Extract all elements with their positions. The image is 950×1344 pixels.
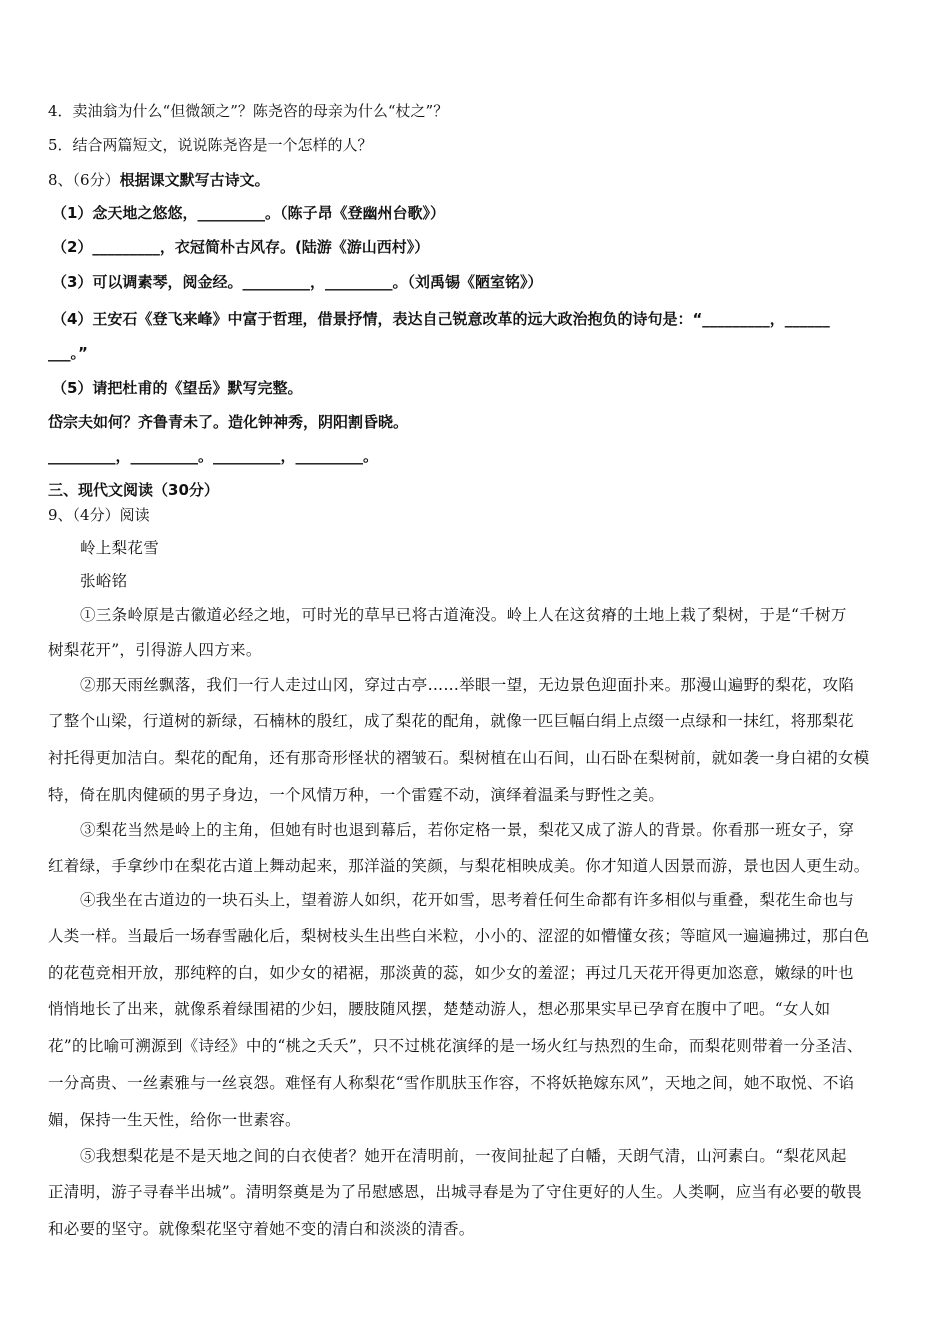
article-line: 特，倚在肌肉健硕的男子身边，一个风情万种，一个雷霆不动，演绎着温柔与野性之美。 (48, 786, 665, 804)
article-line: ②那天雨丝飘落，我们一行人走过山冈，穿过古亭……举眼一望，无边景色迎面扑来。那漫山遍野的梨花，攻陷 (80, 676, 855, 694)
article-title: 岭上梨花雪 (80, 539, 160, 557)
question-8-heading (48, 170, 270, 190)
question-5: 5．结合两篇短文，说说陈尧咨是一个怎样的人？ (48, 136, 373, 154)
q8-item-3: （3）可以调素琴，阅金经。_________，_________。（刘禹锡《陋室铭》） (52, 273, 543, 291)
article-line: ④我坐在古道边的一块石头上，望着游人如织，花开如雪，思考着任何生命都有许多相似与重叠，梨花生命也与 (80, 891, 855, 909)
question-9-heading: 9、（4分）阅读 (48, 506, 150, 524)
article-line: 人类一样。当最后一场春雪融化后，梨树枝头生出些白米粒，小小的、涩涩的如懵懂女孩；等暄风一遍遍拂过，那白色 (48, 927, 870, 945)
q8-poem-blanks: _________，_________。_________，_________。 (48, 447, 379, 465)
question-8-title: 根据课文默写古诗文。 (119, 171, 270, 189)
article-line: 树梨花开”，引得游人四方来。 (48, 641, 262, 659)
article-line: 衬托得更加洁白。梨花的配角，还有那奇形怪状的褶皱石。梨树植在山石间，山石卧在梨树前，就如袭一身白裙的女模 (48, 749, 870, 767)
q8-poem-given: 岱宗夫如何？齐鲁青未了。造化钟神秀，阴阳割昏晓。 (48, 413, 409, 431)
q8-item-5: （5）请把杜甫的《望岳》默写完整。 (52, 379, 303, 397)
article-line: 一分高贵、一丝素雅与一丝哀怨。难怪有人称梨花“雪作肌肤玉作容，不将妖艳嫁东风”，天地之间，她不取悦、不谄 (48, 1074, 855, 1092)
article-line: 正清明，游子寻春半出城”。清明祭奠是为了吊慰感恩，出城寻春是为了守住更好的人生。人类啊，应当有必要的敬畏 (48, 1183, 863, 1201)
article-line: 的花苞竞相开放，那纯粹的白，如少女的裙裾，那淡黄的蕊，如少女的羞涩；再过几天花开得更加恣意，嫩绿的叶也 (48, 964, 854, 982)
article-line: 和必要的坚守。就像梨花坚守着她不变的清白和淡淡的清香。 (48, 1220, 475, 1238)
article-line: ⑤我想梨花是不是天地之间的白衣使者？她开在清明前，一夜间扯起了白幡，天朗气清，山河素白。“梨花风起 (80, 1147, 847, 1165)
article-line: 红着绿，手拿纱巾在梨花古道上舞动起来，那洋溢的笑颜，与梨花相映成美。你才知道人因景而游，景也因人更生动。 (48, 857, 870, 875)
section-3-heading: 三、现代文阅读（30分） (48, 481, 219, 499)
article-line: ③梨花当然是岭上的主角，但她有时也退到幕后，若你定格一景，梨花又成了游人的背景。你看那一班女子，穿 (80, 821, 855, 839)
question-8-prefix: 8、（6分） (48, 171, 120, 189)
q8-item-1: （1）念天地之悠悠，_________。（陈子昂《登幽州台歌》） (52, 204, 445, 222)
article-line: 媚，保持一生天性，给你一世素容。 (48, 1111, 301, 1129)
q8-item-2: （2）_________，衣冠简朴古风存。(陆游《游山西村》） (52, 238, 430, 256)
article-line: 悄悄地长了出来，就像系着绿围裙的少妇，腰肢随风摆，楚楚动游人，想必那果实早已孕育在腹中了吧。“女人如 (48, 1000, 831, 1018)
question-4: 4．卖油翁为什么“但微颔之”？陈尧咨的母亲为什么“杖之”？ (48, 102, 449, 120)
q8-item-4-continued: ___。” (48, 344, 88, 362)
article-author: 张峪铭 (80, 572, 128, 590)
article-line: ①三条岭原是古徽道必经之地，可时光的草早已将古道淹没。岭上人在这贫瘠的土地上栽了梨树，于是“千树万 (80, 606, 847, 624)
q8-item-4: （4）王安石《登飞来峰》中富于哲理，借景抒情，表达自己锐意改革的远大政治抱负的诗句是：“_________，______ (52, 310, 830, 328)
article-line: 了整个山梁，行道树的新绿，石楠林的殷红，成了梨花的配角，就像一匹巨幅白绢上点缀一点绿和一抹红，将那梨花 (48, 712, 854, 730)
article-line: 花”的比喻可溯源到《诗经》中的“桃之夭夭”，只不过桃花演绎的是一场火红与热烈的生命，而梨花则带着一分圣洁、 (48, 1037, 863, 1055)
